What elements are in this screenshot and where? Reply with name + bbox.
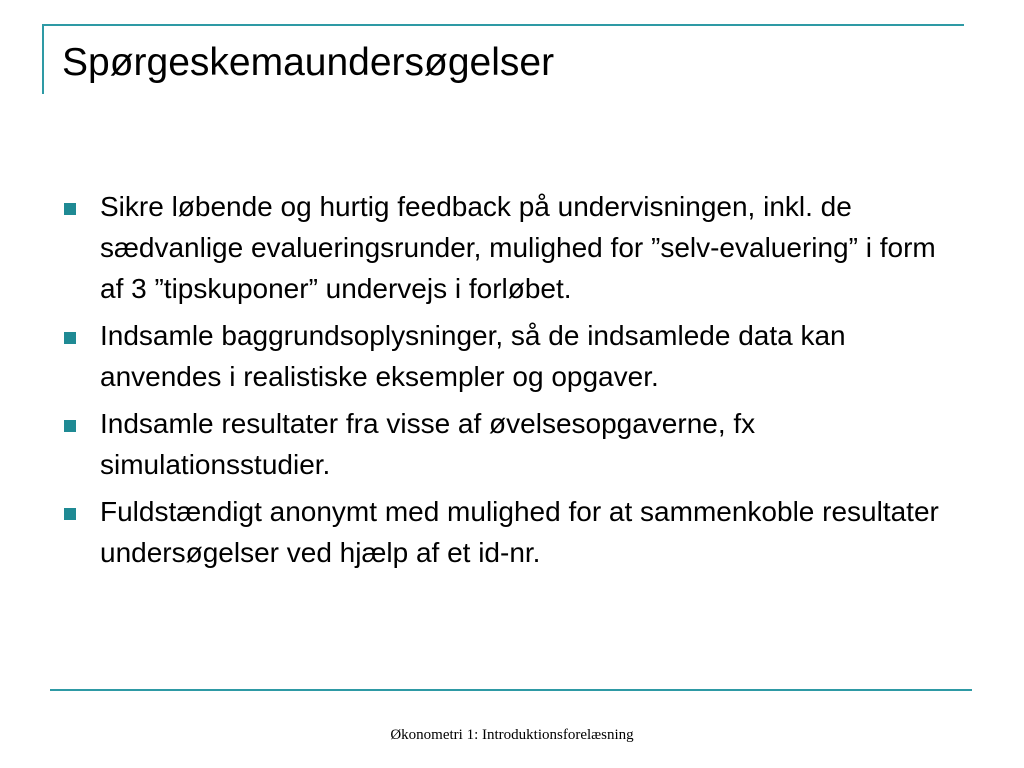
square-bullet-icon [64,420,76,432]
bullet-item-1 [62,186,962,309]
bullet-item-3 [62,403,962,485]
square-bullet-icon [64,332,76,344]
slide-title: Spørgeskemaundersøgelser [62,41,555,84]
bullet-text-1: Sikre løbende og hurtig feedback på undervisningen, inkl. de sædvanlige evalueringsrunder, mulighed for ”selv-evaluering” i form af 3 ”tipskuponer” undervejs i forløbet. [100,191,936,304]
bullet-text-4: Fuldstændigt anonymt med mulighed for at sammenkoble resultater undersøgelser ved hjælp af et id-nr. [100,496,939,568]
footer-divider [50,689,972,691]
bullet-text-3: Indsamle resultater fra visse af øvelsesopgaverne, fx simulationsstudier. [100,408,756,480]
bullet-item-2 [62,315,962,397]
square-bullet-icon [64,508,76,520]
title-frame-left-line [42,24,44,94]
title-frame-top-line [42,24,964,26]
bullet-text-2: Indsamle baggrundsoplysninger, så de indsamlede data kan anvendes i realistiske eksempler og opgaver. [100,320,846,392]
footer-text: Økonometri 1: Introduktionsforelæsning [390,727,634,743]
square-bullet-icon [64,203,76,215]
bullet-list [62,186,962,579]
bullet-item-4 [62,491,962,573]
